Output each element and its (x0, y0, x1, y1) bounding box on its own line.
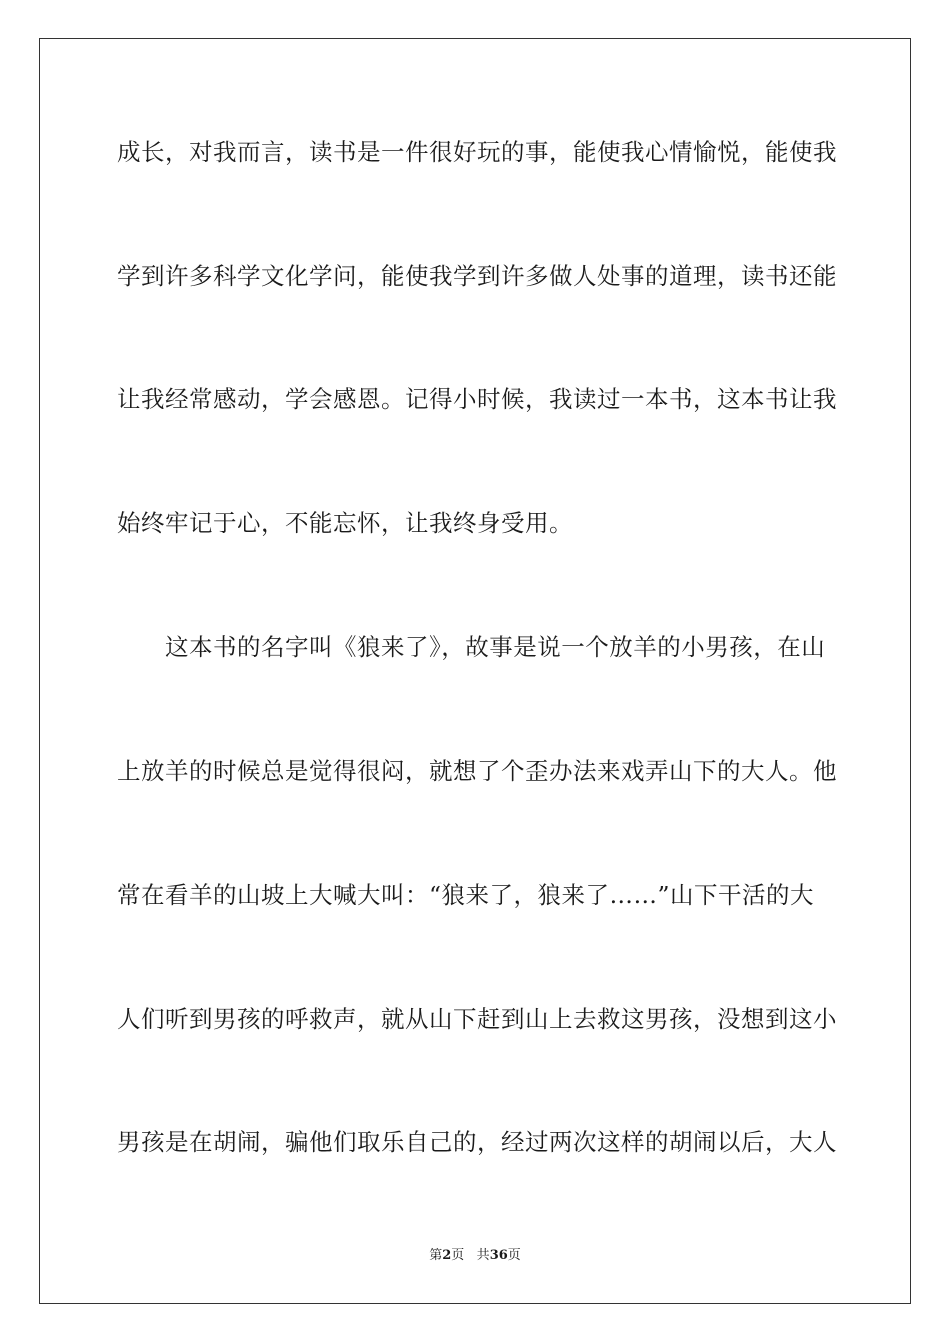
total-prefix: 共 (476, 1248, 490, 1263)
paragraph-line: 始终牢记于心，不能忘怀，让我终身受用。 (117, 509, 573, 537)
total-suffix: 页 (507, 1248, 521, 1263)
total-pages: 36 (489, 1248, 508, 1263)
page-footer (0, 1248, 950, 1264)
paragraph-line: 常在看羊的山坡上大喊大叫：“狼来了，狼来了……”山下干活的大 (117, 881, 815, 909)
paragraph-line: 让我经常感动，学会感恩。记得小时候，我读过一本书，这本书让我 (117, 385, 837, 413)
page-number: 2 (442, 1248, 452, 1263)
page-prefix: 第 (429, 1248, 443, 1263)
page-border (39, 38, 911, 1304)
paragraph-line: 上放羊的时候总是觉得很闷，就想了个歪办法来戏弄山下的大人。他 (117, 757, 837, 785)
paragraph-line: 学到许多科学文化学问，能使我学到许多做人处事的道理，读书还能 (117, 262, 837, 290)
paragraph-line: 人们听到男孩的呼救声，就从山下赶到山上去救这男孩，没想到这小 (117, 1005, 837, 1033)
paragraph-line: 成长，对我而言，读书是一件很好玩的事，能使我心情愉悦，能使我 (117, 138, 837, 166)
page-suffix: 页 (451, 1248, 465, 1263)
paragraph-line: 男孩是在胡闹，骗他们取乐自己的，经过两次这样的胡闹以后，大人 (117, 1128, 837, 1156)
paragraph-line-indented: 这本书的名字叫《狼来了》，故事是说一个放羊的小男孩，在山 (165, 633, 826, 661)
